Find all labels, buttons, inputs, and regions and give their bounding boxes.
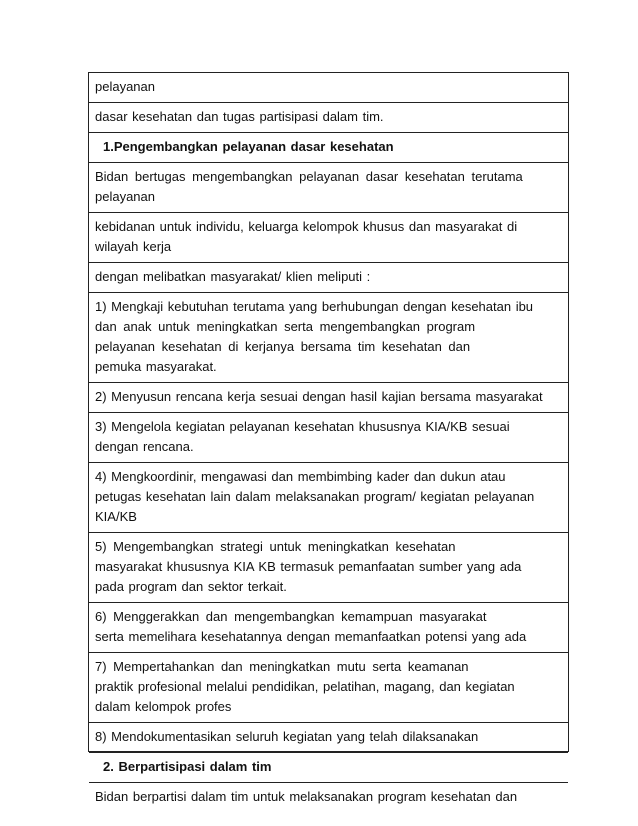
row-line: Bidan berpartisi dalam tim untuk melaksanakan program kesehatan dan xyxy=(95,789,518,804)
row-line: 1) Mengkaji kebutuhan terutama yang berhubungan dengan kesehatan ibu xyxy=(95,299,534,314)
row-line: pelayanan xyxy=(95,79,155,94)
list-item xyxy=(89,463,568,533)
heading-text: 1.Pengembangkan pelayanan dasar kesehatan xyxy=(103,139,394,154)
table-row xyxy=(89,103,568,133)
list-item xyxy=(89,533,568,603)
table-row xyxy=(89,73,568,103)
row-line: pada program dan sektor terkait. xyxy=(95,579,287,594)
row-line: 3) Mengelola kegiatan pelayanan kesehatan khususnya KIA/KB sesuai xyxy=(95,419,510,434)
row-line: 5) Mengembangkan strategi untuk meningkatkan kesehatan xyxy=(95,539,456,554)
row-line: dan anak untuk meningkatkan serta mengembangkan program xyxy=(95,319,476,334)
table-row xyxy=(89,163,568,213)
row-line: 7) Mempertahankan dan meningkatkan mutu serta keamanan xyxy=(95,659,469,674)
row-line: dengan rencana. xyxy=(95,439,194,454)
heading-text: 2. Berpartisipasi dalam tim xyxy=(103,759,272,774)
row-line: petugas kesehatan lain dalam melaksanakan program/ kegiatan pelayanan xyxy=(95,489,535,504)
row-line: dalam kelompok profes xyxy=(95,699,232,714)
list-item xyxy=(89,293,568,383)
row-line: pemuka masyarakat. xyxy=(95,359,217,374)
row-line: KIA/KB xyxy=(95,509,137,524)
row-line: Bidan bertugas mengembangkan pelayanan dasar kesehatan terutama xyxy=(95,169,523,184)
list-item xyxy=(89,413,568,463)
row-line: 2) Menyusun rencana kerja sesuai dengan hasil kajian bersama masyarakat xyxy=(95,389,543,404)
list-item xyxy=(89,653,568,723)
row-line: serta memelihara kesehatannya dengan memanfaatkan potensi yang ada xyxy=(95,629,527,644)
list-item xyxy=(89,603,568,653)
row-line: wilayah kerja xyxy=(95,239,172,254)
document-table xyxy=(88,72,569,804)
section-heading xyxy=(89,753,568,783)
row-line: dengan melibatkan masyarakat/ klien meliputi : xyxy=(95,269,371,284)
list-item xyxy=(89,723,568,753)
table-row xyxy=(89,263,568,293)
row-line: kebidanan untuk individu, keluarga kelompok khusus dan masyarakat di xyxy=(95,219,518,234)
table-row xyxy=(89,213,568,263)
row-line: 4) Mengkoordinir, mengawasi dan membimbing kader dan dukun atau xyxy=(95,469,506,484)
list-item xyxy=(89,383,568,413)
table-row xyxy=(89,783,568,812)
section-heading xyxy=(89,133,568,163)
row-line: masyarakat khususnya KIA KB termasuk pemanfaatan sumber yang ada xyxy=(95,559,522,574)
row-line: pelayanan xyxy=(95,189,155,204)
row-line: pelayanan kesehatan di kerjanya bersama tim kesehatan dan xyxy=(95,339,471,354)
row-line: praktik profesional melalui pendidikan, pelatihan, magang, dan kegiatan xyxy=(95,679,515,694)
row-line: 8) Mendokumentasikan seluruh kegiatan yang telah dilaksanakan xyxy=(95,729,479,744)
row-line: 6) Menggerakkan dan mengembangkan kemampuan masyarakat xyxy=(95,609,487,624)
row-line: dasar kesehatan dan tugas partisipasi dalam tim. xyxy=(95,109,384,124)
